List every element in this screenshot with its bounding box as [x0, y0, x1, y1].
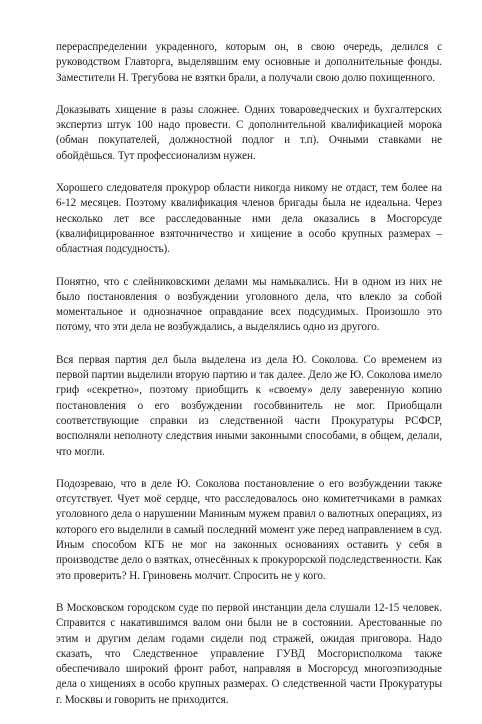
paragraph-2: Доказывать хищение в разы сложнее. Одних товароведческих и бухгалтерских экспертиз штук 100 надо провести. С дополнительной квалификацией морока (обман покупателей, должностной подлог и т.п). Очными ставками не обойдёшься. Тут профессионализм нужен. [56, 103, 442, 162]
paragraph-4: Понятно, что с слейниковскими делами мы намыкались. Ни в одном из них не было постановления о возбуждении уголовного дела, что влекло за собой моментальное и однозначное оправдание всех подсудимых. Произошло это потому, что эти дела не возбуждались, а выделялись одно из другого. [56, 275, 442, 334]
paragraph-5: Вся первая партия дел была выделена из дела Ю. Соколова. Со временем из первой партии выделили вторую партию и так далее. Дело же Ю. Соколова имело гриф «секретно», поэтому приобщить к «своему» делу заверенную копию постановления о его возбуждении гособвинитель не мог. Приобщали соответствующие справки из следственной части Прокуратуры РСФСР, восполняли неполноту следствия иными законными способами, в общем, делали, что могли. [56, 353, 442, 458]
paragraph-3: Хорошего следователя прокурор области никогда никому не отдаст, тем более на 6-12 месяцев. Поэтому квалификация членов бригады была не идеальна. Через несколько лет все расследованные ими дела оказались в Мосгорсуде (квалифицированное взяточничество и хищение в особо крупных размерах – областная подсудность). [56, 182, 442, 256]
paragraph-1: перераспределении украденного, которым он, в свою очередь, делился с руководством Главторга, выделявшим ему основные и дополнительные фонды. Заместители Н. Трегубова не взятки брали, а получали свою долю похищенного. [56, 41, 442, 84]
paragraph-7: В Московском городском суде по первой инстанции дела слушали 12-15 человек. Справится с накатившимся валом они были не в состоянии. Арестованные по этим и другим делам годами сидели под стражей, ожидая приговора. Надо сказать, что Следственное управление ГУВД Мосгорисполкома также обеспечивало широкий фронт работ, направляя в Мосгорсуд многоэпизодные дела о хищениях в особо крупных размерах. О следственной части Прокуратуры г. Москвы и говорить не приходится. [56, 601, 442, 706]
paragraph-6: Подозреваю, что в деле Ю. Соколова постановление о его возбуждении также отсутствует. Чует моё сердце, что расследовалось оно комитетчиками в рамках уголовного дела о нарушении Маниным мужем правил о валютных операциях, из которого его выделили в самый последний момент уже перед направлением в суд. Иным способом КГБ не мог на законных основаниях оставить у себя в производстве дело о взятках, отнесённых к прокурорской подследственности. Как это проверить? Н. Гриновень молчит. Спросить не у кого. [56, 477, 442, 582]
